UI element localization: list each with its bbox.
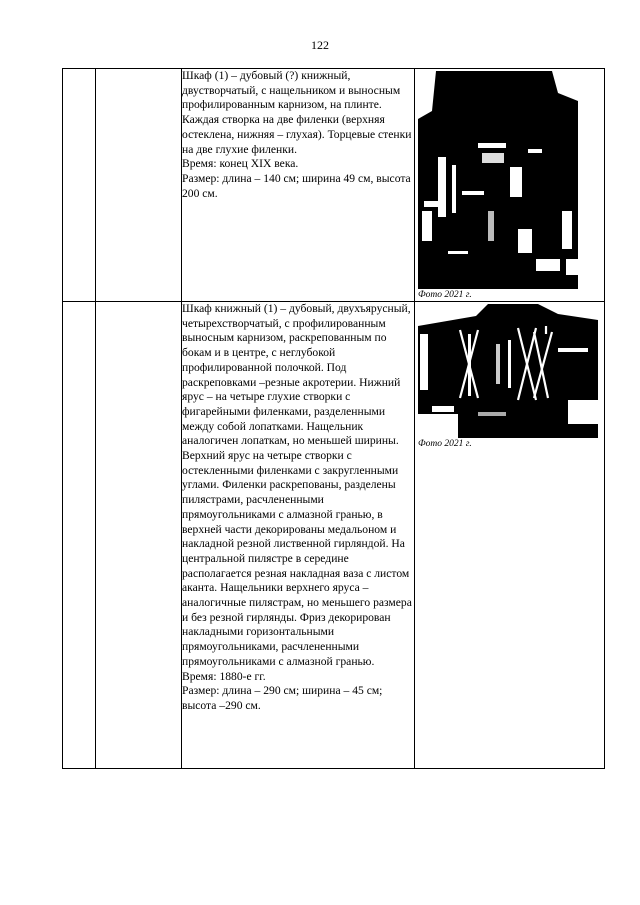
size-text: Размер: длина – 140 см; ширина 49 см, высота 200 см. — [182, 171, 411, 200]
date-text: Время: конец XIX века. — [182, 157, 299, 171]
photo-caption: Фото 2021 г. — [418, 290, 472, 300]
description-cell — [182, 302, 415, 769]
photo-cell — [415, 69, 605, 302]
page-number: 122 — [311, 38, 329, 52]
name-cell — [96, 69, 182, 302]
bookcase-photo — [418, 71, 578, 289]
date-text: Время: 1880-е гг. — [182, 669, 266, 683]
description-text: Шкаф (1) – дубовый (?) книжный, двустворчатый, с нащельником и выносным профилированным карнизом, на плинте. Каждая створка на две филенки (верхняя остеклена, нижняя – глухая). Торцевые стенки на две глухие филенки. — [182, 69, 412, 156]
photo-cell — [415, 302, 605, 769]
number-cell — [63, 302, 96, 769]
number-cell — [63, 69, 96, 302]
name-cell — [96, 302, 182, 769]
table-row — [63, 302, 605, 769]
description-cell — [182, 69, 415, 302]
size-text: Размер: длина – 290 см; ширина – 45 см; высота –290 см. — [182, 684, 383, 712]
description-text: Шкаф книжный (1) – дубовый, двухъярусный, четырехстворчатый, с профилированным выносным карнизом, раскрепованным по бокам и в центре, с неглубокой профилированной полочкой. Под раскреповками –резные акротерии. Нижний ярус – на четыре глухие створки с фигарейными филенками, разделенными между собой лопатками. Нащельник аналогичен лопаткам, но меньшей ширины. Верхний ярус на четыре створки с остекленными филенками с закругленными углами. Филенки раскрепованы, разделены пилястрами, расчлененными прямоугольниками с алмазной гранью, в верхней части декорированы медальоном и накладной резной лиственной гирляндой. На центральной пилястре в середине располагается резная накладная ваза с листом аканта. Нащельники верхнего яруса – аналогичные пилястрам, но меньшего размера и без резной гирлянды. Фриз декорирован накладными горизонтальными прямоугольниками, расчлененными прямоугольниками с алмазной гранью. — [182, 302, 412, 668]
table-row — [63, 69, 605, 302]
catalog-table — [62, 68, 605, 769]
bookcase-photo — [418, 304, 598, 438]
photo-caption: Фото 2021 г. — [418, 439, 472, 449]
